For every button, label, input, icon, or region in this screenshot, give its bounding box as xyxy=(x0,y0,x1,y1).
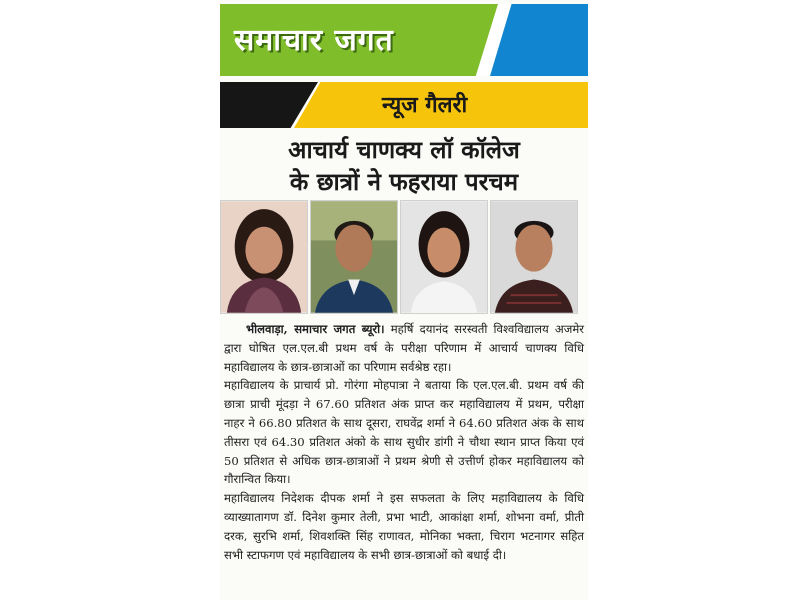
man-portrait-image xyxy=(311,201,397,313)
student-photo-1 xyxy=(220,200,308,314)
article-paragraph-3: महाविद्यालय निदेशक दीपक शर्मा ने इस सफलता के लिए महाविद्यालय के विधि व्याख्यातागण डॉ. दिनेश कुमार तेली, प्रभा भाटी, आकांक्षा शर्मा, शोभना वर्मा, प्रीती दरक, सुरभि शर्मा, शिवशक्ति सिंह राणावत, मोनिका भक्ता, चिराग भटनागर सहित सभी स्टाफगण एवं महाविद्यालय के सभी छात्र-छात्राओं को बधाई दी। xyxy=(224,491,584,562)
headline xyxy=(220,134,588,198)
article-body xyxy=(224,320,584,564)
section-bar xyxy=(220,82,588,128)
masthead-blue-band xyxy=(490,4,588,76)
masthead-title: समाचार जगत xyxy=(234,23,394,58)
headline-line-2: के छात्रों ने फहराया परचम xyxy=(289,167,519,196)
student-photo-3 xyxy=(400,200,488,314)
student-photo-4 xyxy=(490,200,578,314)
dateline: भीलवाड़ा, समाचार जगत ब्यूरो। xyxy=(246,322,385,336)
woman-portrait-image xyxy=(221,201,307,313)
article-paragraph-1 xyxy=(224,320,584,376)
man-portrait-image xyxy=(491,201,577,313)
student-photo-2 xyxy=(310,200,398,314)
girl-portrait-image xyxy=(401,201,487,313)
article-paragraph-1-text: महर्षि दयानंद सरस्वती विश्वविद्यालय अजमेर द्वारा घोषित एल.एल.बी प्रथम वर्ष के परीक्षा परिणाम में आचार्य चाणक्य विधि महाविद्यालय के छात्र-छात्राओं का परिणाम सर्वश्रेष्ठ रहा। xyxy=(224,322,584,374)
article-paragraph-2: महाविद्यालय के प्राचार्य प्रो. गोरंगा मोहपात्रा ने बताया कि एल.एल.बी. प्रथम वर्ष की छात्रा प्राची मूंदड़ा ने 67.60 प्रतिशत अंक प्राप्त कर महाविद्यालय में प्रथम, परीक्षा नाहर ने 66.80 प्रतिशत के साथ दूसरा, राघवेंद्र शर्मा ने 64.60 प्रतिशत अंक के साथ तीसरा एवं 64.30 प्रतिशत अंको के साथ सुधीर डांगी ने चौथा स्थान प्राप्त किया एवं 50 प्रतिशत से अधिक छात्र-छात्राओं ने प्रथम श्रेणी से उत्तीर्ण होकर महाविद्यालय को गौरान्वित किया। xyxy=(224,378,584,487)
photo-strip xyxy=(220,200,588,316)
masthead xyxy=(220,4,588,76)
newspaper-clipping xyxy=(220,0,588,600)
headline-line-1: आचार्य चाणक्य लॉ कॉलेज xyxy=(288,135,520,164)
section-label: न्यूज गैलरी xyxy=(382,93,468,118)
